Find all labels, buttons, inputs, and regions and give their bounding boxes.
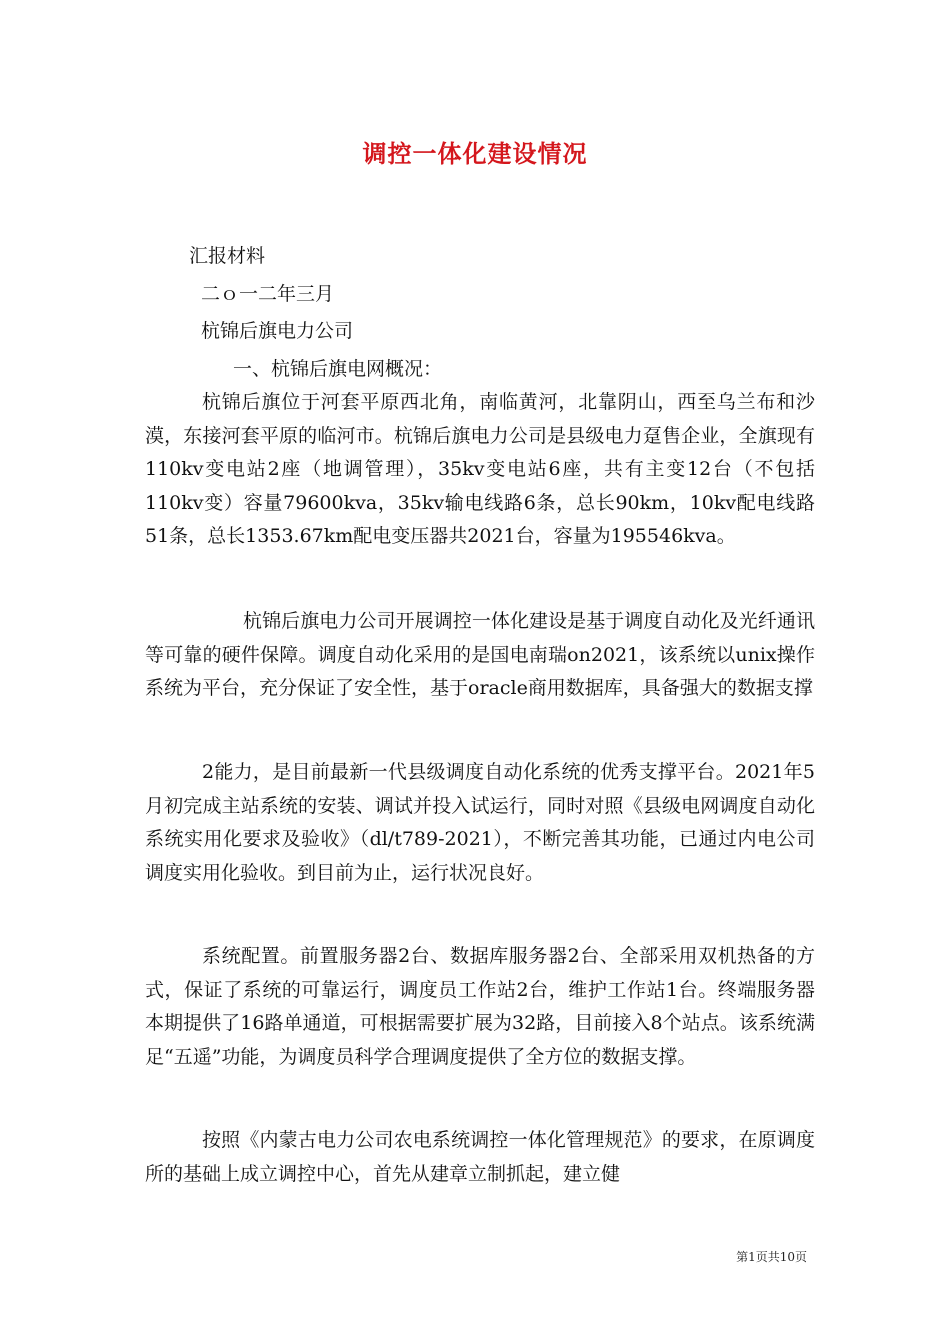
company-name: 杭锦后旗电力公司: [201, 320, 354, 342]
report-date: 二ｏ一二年三月: [201, 283, 335, 305]
paragraph-configuration: 系统配置。前置服务器2台、数据库服务器2台、全部采用双机热备的方式，保证了系统的可靠运行，调度员工作站2台，维护工作站1台。终端服务器本期提供了16路单通道，可根据需要扩展为32路，目前接入8个站点。该系统满足“五遥”功能，为调度员科学合理调度提供了全方位的数据支撑。: [145, 945, 815, 1068]
paragraph-automation: 杭锦后旗电力公司开展调控一体化建设是基于调度自动化及光纤通讯等可靠的硬件保障。调度自动化采用的是国电南瑞on2021，该系统以unix操作系统为平台，充分保证了安全性，基于oracle商用数据库，具备强大的数据支撑: [145, 610, 815, 700]
document-title: 调控一体化建设情况: [362, 139, 588, 168]
section-heading: 一、杭锦后旗电网概况：: [233, 358, 443, 380]
paragraph-regulation: 按照《内蒙古电力公司农电系统调控一体化管理规范》的要求，在原调度所的基础上成立调控中心，首先从建章立制抓起，建立健: [145, 1129, 815, 1185]
report-label: 汇报材料: [189, 245, 266, 267]
page-number-footer: 第1页共10页: [736, 1250, 807, 1264]
paragraph-overview: 杭锦后旗位于河套平原西北角，南临黄河，北靠阴山，西至乌兰布和沙漠，东接河套平原的临河市。杭锦后旗电力公司是县级电力趸售企业，全旗现有110kv变电站2座（地调管理），35kv变电站6座，共有主变12台（不包括110kv变）容量79600kva，35kv输电线路6条，总长90km，10kv配电线路51条，总长1353.67km配电变压器共2021台，容量为195546kva。: [145, 391, 815, 548]
paragraph-capability: 2能力，是目前最新一代县级调度自动化系统的优秀支撑平台。2021年5月初完成主站系统的安装、调试并投入试运行，同时对照《县级电网调度自动化系统实用化要求及验收》（dl/t789-2021），不断完善其功能，已通过内电公司调度实用化验收。到目前为止，运行状况良好。: [145, 761, 815, 884]
